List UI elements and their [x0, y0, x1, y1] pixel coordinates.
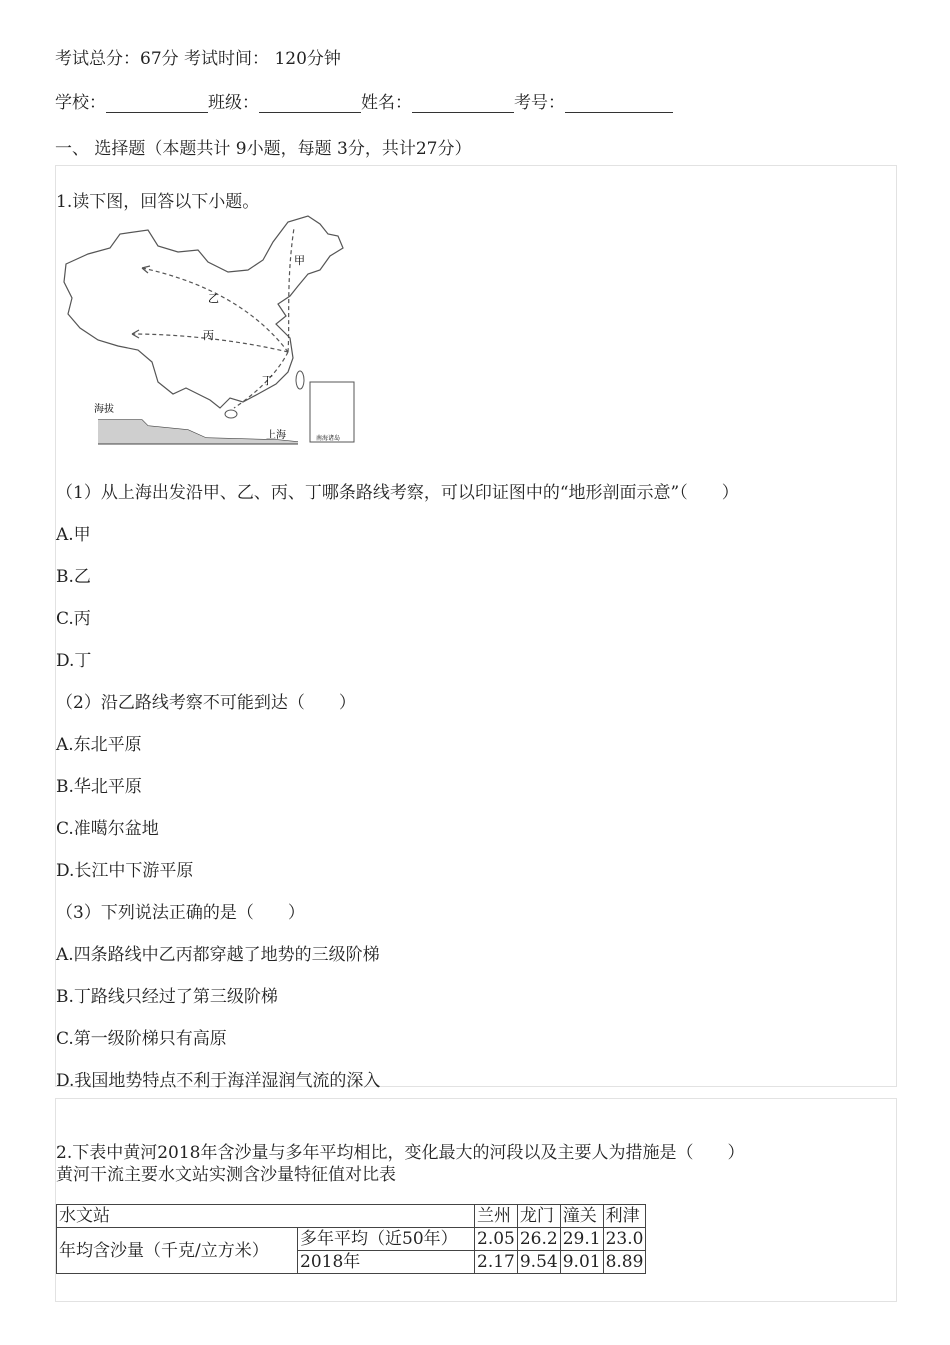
- q1-sub1-option-d[interactable]: D.丁: [56, 651, 92, 671]
- table-header-cell: 兰州: [475, 1205, 518, 1228]
- q1-sub1-stem: （1）从上海出发沿甲、乙、丙、丁哪条路线考察，可以印证图中的“地形剖面示意”（ ）: [56, 483, 739, 503]
- table-cell: 29.1: [560, 1228, 603, 1251]
- china-route-map: [58, 212, 358, 448]
- table-cell: 23.0: [603, 1228, 646, 1251]
- table-header-cell: 龙门: [517, 1205, 560, 1228]
- student-info-row: [55, 88, 673, 113]
- q1-sub2-option-b[interactable]: B.华北平原: [56, 777, 142, 797]
- q1-sub1-option-b[interactable]: B.乙: [56, 567, 91, 587]
- class-blank[interactable]: [259, 94, 361, 113]
- inset-label: 南海诸岛: [316, 435, 341, 442]
- q1-sub1-option-a[interactable]: A.甲: [56, 525, 91, 545]
- table-cell: 8.89: [603, 1251, 646, 1274]
- south-sea-inset: [310, 382, 354, 442]
- q1-sub3-option-a[interactable]: A.四条路线中乙丙都穿越了地势的三级阶梯: [56, 945, 380, 965]
- exam-info: 考试总分：67分 考试时间： 120分钟: [55, 49, 341, 69]
- q1-sub2-option-d[interactable]: D.长江中下游平原: [56, 861, 194, 881]
- question-1-stem: 1.读下图，回答以下小题。: [56, 192, 260, 212]
- route-jia: [288, 228, 294, 352]
- table-metric-cell: 年均含沙量（千克/立方米）: [57, 1228, 298, 1274]
- q1-sub3-option-b[interactable]: B.丁路线只经过了第三级阶梯: [56, 987, 278, 1007]
- name-label: 姓名：: [361, 93, 412, 113]
- table-cell: 9.54: [517, 1251, 560, 1274]
- table-header-row: [57, 1205, 646, 1228]
- taiwan-island: [296, 371, 304, 389]
- hainan-island: [225, 410, 237, 418]
- profile-altitude-label: 海拔: [94, 404, 114, 415]
- table-row-label: 多年平均（近50年）: [298, 1228, 475, 1251]
- name-blank[interactable]: [412, 94, 514, 113]
- table-caption: 黄河干流主要水文站实测含沙量特征值对比表: [56, 1165, 396, 1185]
- q1-sub3-stem: （3）下列说法正确的是（ ）: [56, 903, 305, 923]
- route-label-ding: 丁: [262, 374, 273, 387]
- q1-sub3-option-c[interactable]: C.第一级阶梯只有高原: [56, 1029, 227, 1049]
- section-title: 一、 选择题（本题共计 9小题，每题 3分，共计27分）: [55, 139, 472, 159]
- number-blank[interactable]: [565, 94, 673, 113]
- china-outline: [64, 216, 343, 408]
- table-header-station: 水文站: [57, 1205, 475, 1228]
- sediment-table: [56, 1204, 646, 1274]
- q1-sub2-option-a[interactable]: A.东北平原: [56, 735, 142, 755]
- route-label-jia: 甲: [294, 254, 305, 267]
- table-header-cell: 潼关: [560, 1205, 603, 1228]
- table-header-cell: 利津: [603, 1205, 646, 1228]
- route-arrow-bing: [132, 330, 139, 338]
- question-2-stem: 2.下表中黄河2018年含沙量与多年平均相比，变化最大的河段以及主要人为措施是（ ）: [56, 1143, 745, 1163]
- q1-sub2-stem: （2）沿乙路线考察不可能到达（ ）: [56, 693, 356, 713]
- table-row: [57, 1228, 646, 1251]
- school-blank[interactable]: [106, 94, 208, 113]
- table-cell: 26.2: [517, 1228, 560, 1251]
- route-yi: [142, 268, 288, 352]
- class-label: 班级：: [208, 93, 259, 113]
- number-label: 考号：: [514, 93, 565, 113]
- school-label: 学校：: [55, 93, 106, 113]
- profile-shanghai-label: 上海: [266, 430, 286, 441]
- table-cell: 9.01: [560, 1251, 603, 1274]
- q1-sub3-option-d[interactable]: D.我国地势特点不利于海洋湿润气流的深入: [56, 1071, 381, 1091]
- table-row-label: 2018年: [298, 1251, 475, 1274]
- table-cell: 2.05: [475, 1228, 518, 1251]
- q1-sub2-option-c[interactable]: C.准噶尔盆地: [56, 819, 159, 839]
- route-label-yi: 乙: [208, 292, 219, 305]
- route-arrow-yi: [142, 266, 150, 273]
- table-cell: 2.17: [475, 1251, 518, 1274]
- q1-sub1-option-c[interactable]: C.丙: [56, 609, 91, 629]
- route-label-bing: 丙: [203, 329, 214, 342]
